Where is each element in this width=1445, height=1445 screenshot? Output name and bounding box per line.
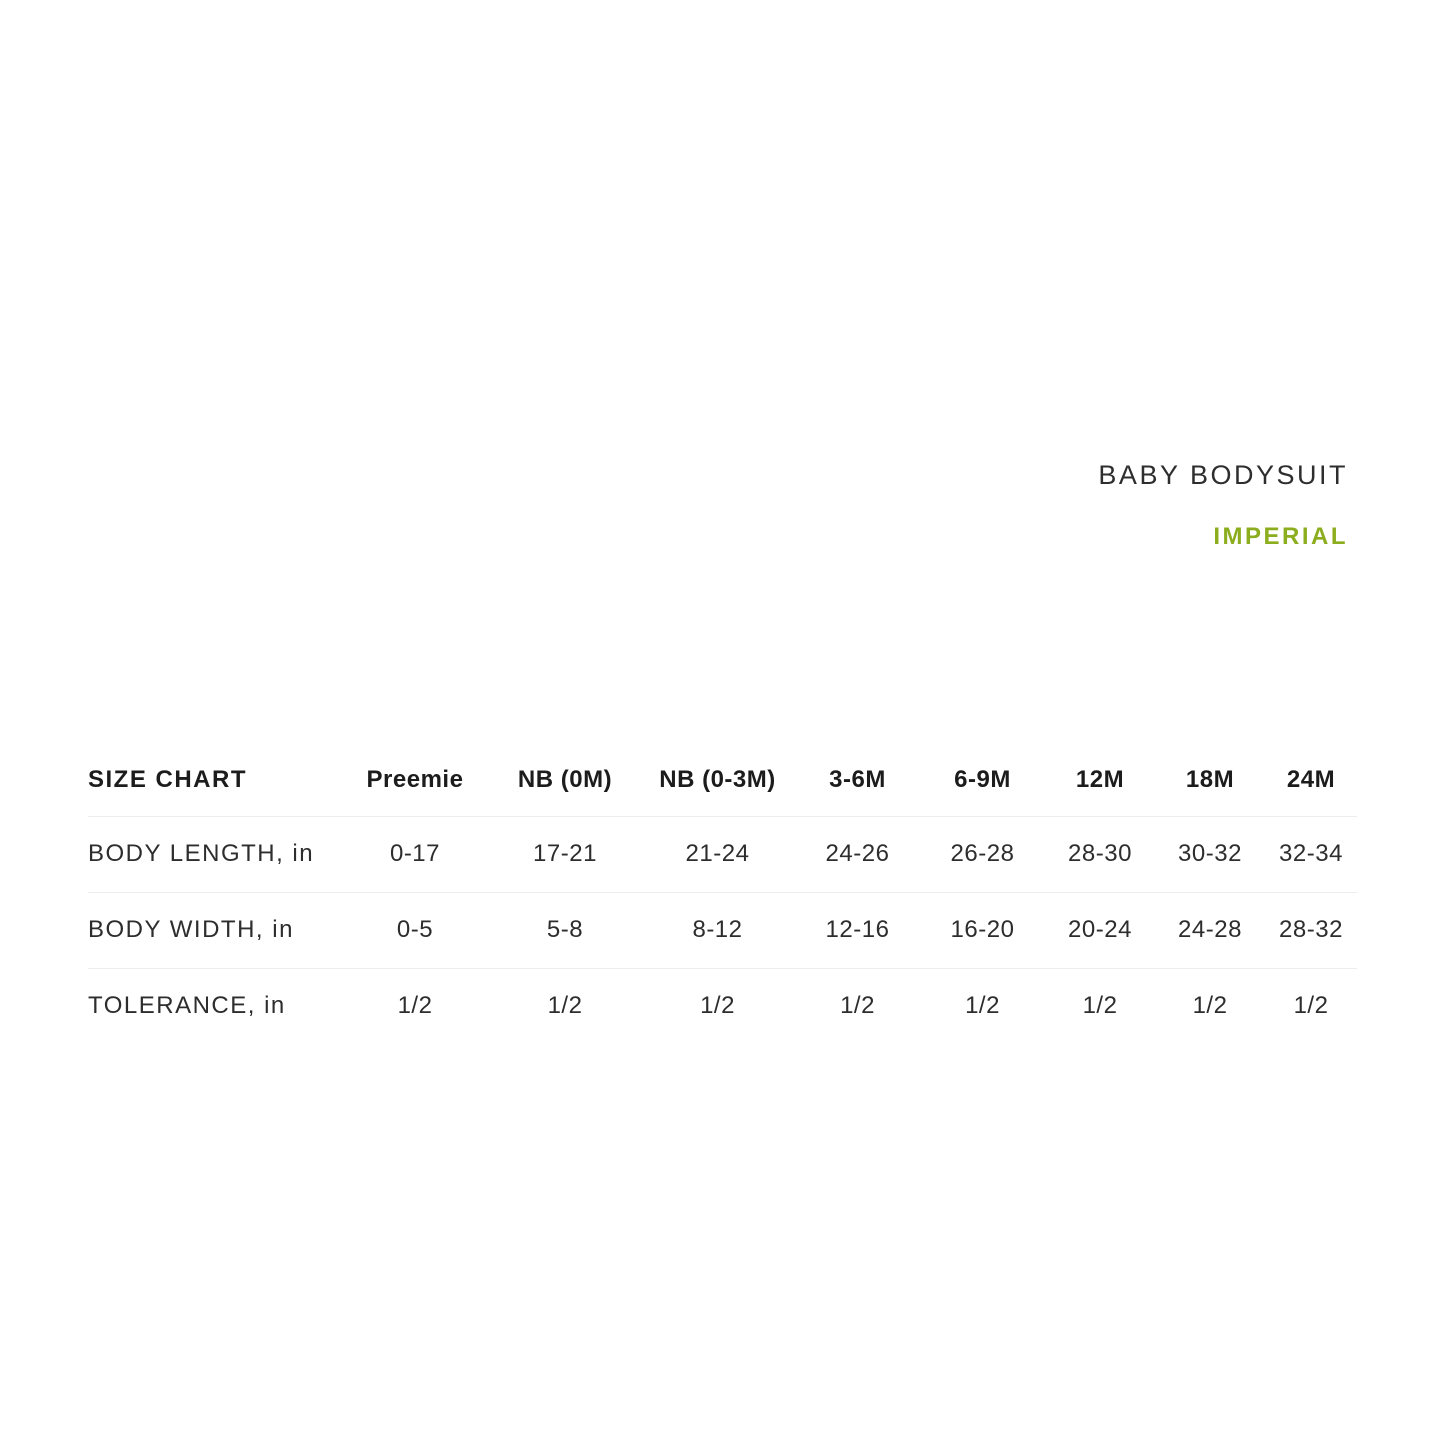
- size-value-cell: 21-24: [640, 816, 795, 892]
- column-header-nb-0-3m: NB (0-3M): [640, 745, 795, 816]
- table-header-row: [88, 745, 1357, 816]
- table-row-tolerance: [88, 968, 1357, 1044]
- column-header-3-6m: 3-6M: [795, 745, 920, 816]
- size-value-cell: 16-20: [920, 892, 1045, 968]
- size-value-cell: 1/2: [1192, 992, 1228, 1020]
- size-value-cell: 1/2: [840, 992, 875, 1020]
- column-header-6-9m: 6-9M: [920, 745, 1045, 816]
- size-value-cell: 20-24: [1045, 892, 1155, 968]
- column-header-12m: 12M: [1045, 745, 1155, 816]
- size-chart-heading: SIZE CHART: [88, 745, 340, 816]
- size-value-cell: 1/2: [547, 992, 583, 1020]
- size-chart-table: [88, 745, 1357, 1044]
- table-row-body-width: [88, 892, 1357, 968]
- size-value-cell: 0-17: [340, 816, 490, 892]
- size-value-cell: 24-26: [795, 816, 920, 892]
- size-value-cell: 32-34: [1265, 816, 1357, 892]
- row-label: TOLERANCE, in: [88, 992, 286, 1020]
- size-value-cell: 17-21: [490, 816, 640, 892]
- column-header-18m: 18M: [1155, 745, 1265, 816]
- row-label: BODY LENGTH, in: [88, 816, 340, 892]
- size-value-cell: 1/2: [1082, 992, 1118, 1020]
- size-value-cell: 1/2: [965, 992, 1000, 1020]
- size-value-cell: 26-28: [920, 816, 1045, 892]
- table-row-body-length: [88, 816, 1357, 892]
- size-value-cell: 30-32: [1155, 816, 1265, 892]
- size-value-cell: 1/2: [397, 992, 433, 1020]
- product-title: BABY BODYSUIT: [1098, 460, 1348, 490]
- column-header-preemie: Preemie: [340, 745, 490, 816]
- size-value-cell: 12-16: [795, 892, 920, 968]
- title-block: [1098, 461, 1348, 550]
- size-value-cell: 28-30: [1045, 816, 1155, 892]
- column-header-nb-0m: NB (0M): [490, 745, 640, 816]
- size-value-cell: 1/2: [1293, 992, 1329, 1020]
- size-value-cell: 1/2: [700, 992, 735, 1020]
- size-value-cell: 28-32: [1265, 892, 1357, 968]
- column-header-24m: 24M: [1265, 745, 1357, 816]
- size-value-cell: 24-28: [1155, 892, 1265, 968]
- size-value-cell: 0-5: [340, 892, 490, 968]
- size-value-cell: 5-8: [490, 892, 640, 968]
- unit-system-label: IMPERIAL: [1213, 523, 1348, 550]
- row-label: BODY WIDTH, in: [88, 892, 340, 968]
- size-value-cell: 8-12: [640, 892, 795, 968]
